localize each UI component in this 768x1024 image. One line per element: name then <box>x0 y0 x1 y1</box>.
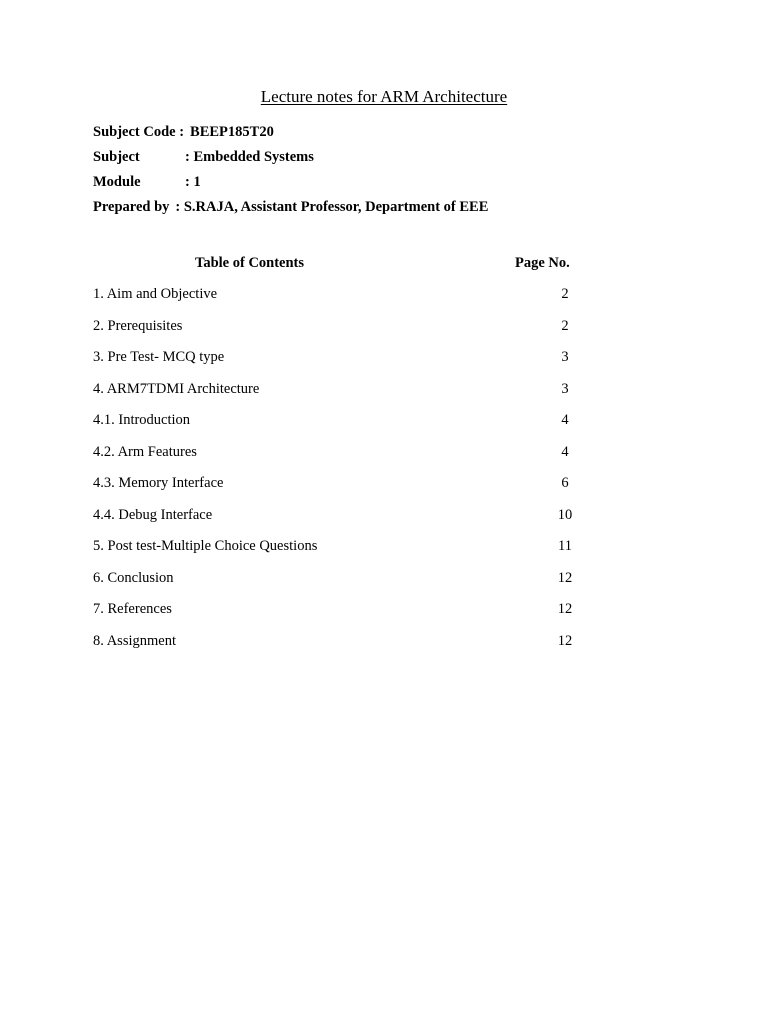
toc-entry <box>93 473 593 505</box>
subject-code-row <box>93 120 488 145</box>
toc-entry-page: 2 <box>561 317 569 334</box>
table-of-contents <box>93 284 593 662</box>
subject-code-value: BEEP185T20 <box>190 124 274 140</box>
course-info-block <box>93 120 488 220</box>
document-title: Lecture notes for ARM Architecture <box>260 87 508 106</box>
toc-entry-label: 7. References <box>93 601 172 617</box>
toc-heading: Table of Contents <box>195 255 305 271</box>
subject-label: Subject <box>93 149 140 165</box>
toc-entry-page: 11 <box>558 538 572 554</box>
toc-entry-page: 10 <box>557 506 573 523</box>
toc-entry <box>93 410 593 442</box>
prepared-by-label: Prepared by <box>93 199 170 215</box>
toc-entry-page: 6 <box>561 475 569 491</box>
toc-entry-page: 12 <box>557 569 573 586</box>
toc-entry-page: 4 <box>561 443 569 460</box>
toc-entry-label: 8. Assignment <box>93 632 176 649</box>
subject-row <box>93 145 488 170</box>
toc-entry-page: 2 <box>561 286 569 302</box>
toc-entry <box>93 505 593 537</box>
module-value: : 1 <box>185 174 201 190</box>
toc-entry <box>93 379 593 411</box>
prepared-by-value: : S.RAJA, Assistant Professor, Department of EEE <box>175 199 489 215</box>
module-row <box>93 170 488 195</box>
toc-entry-label: 4.4. Debug Interface <box>93 506 213 523</box>
toc-entry-page: 12 <box>557 632 573 649</box>
toc-entry <box>93 284 593 316</box>
toc-entry <box>93 568 593 600</box>
toc-entry <box>93 536 593 568</box>
toc-entry <box>93 599 593 631</box>
toc-page-heading: Page No. <box>515 255 570 271</box>
toc-entry <box>93 316 593 348</box>
subject-value: : Embedded Systems <box>185 149 314 165</box>
toc-entry-label: 4.3. Memory Interface <box>93 475 224 491</box>
toc-entry-label: 4. ARM7TDMI Architecture <box>93 380 260 397</box>
prepared-by-row <box>93 195 488 220</box>
toc-entry <box>93 631 593 663</box>
toc-entry-label: 5. Post test-Multiple Choice Questions <box>93 538 318 554</box>
toc-entry-label: 3. Pre Test- MCQ type <box>93 349 225 365</box>
toc-entry-page: 4 <box>561 412 569 428</box>
subject-code-label: Subject Code : <box>93 124 185 140</box>
toc-entry-label: 2. Prerequisites <box>93 317 183 334</box>
toc-entry-label: 1. Aim and Objective <box>93 286 218 302</box>
toc-entry-page: 12 <box>557 601 573 617</box>
toc-entry-page: 3 <box>561 380 569 397</box>
toc-entry-page: 3 <box>561 349 569 365</box>
toc-entry <box>93 347 593 379</box>
toc-entry-label: 6. Conclusion <box>93 569 174 586</box>
toc-entry-label: 4.1. Introduction <box>93 412 191 428</box>
module-label: Module <box>93 174 141 190</box>
toc-entry <box>93 442 593 474</box>
toc-entry-label: 4.2. Arm Features <box>93 443 197 460</box>
